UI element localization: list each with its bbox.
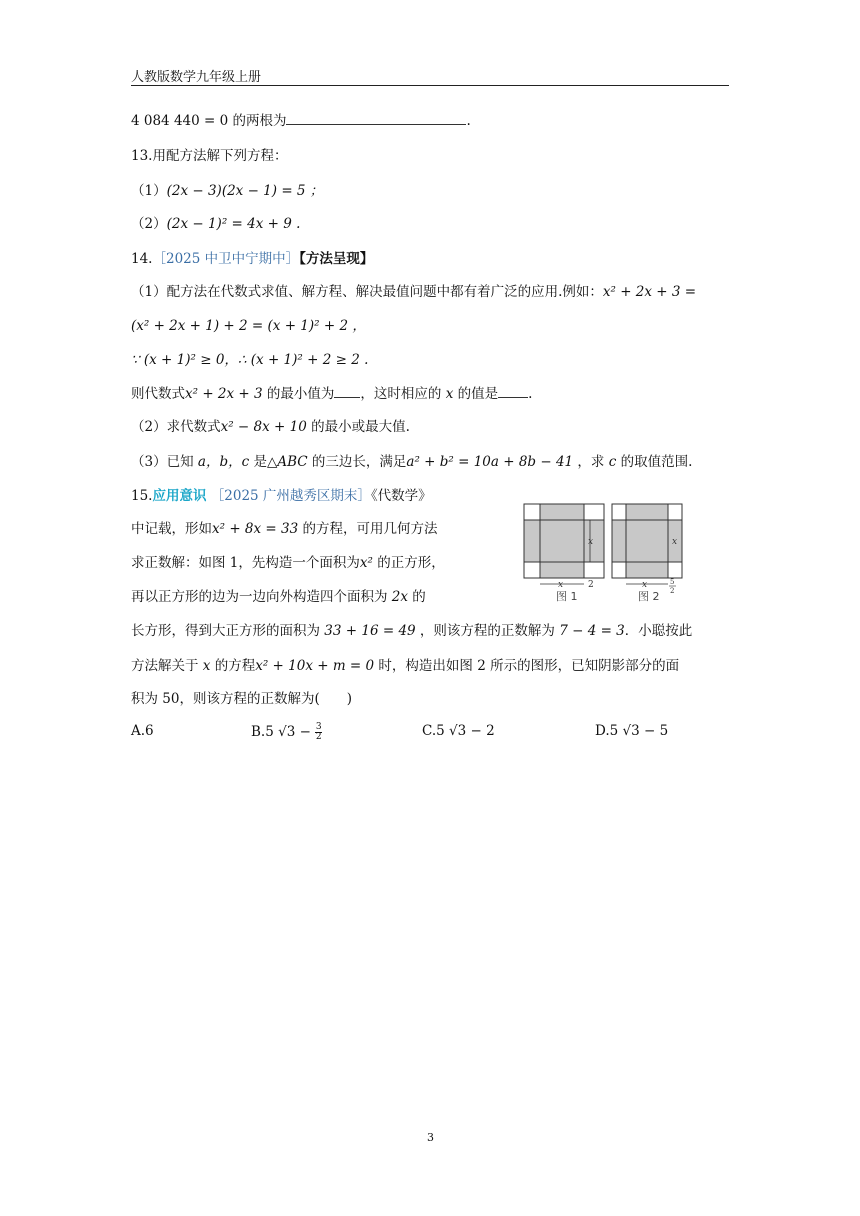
q14-number: 14. bbox=[131, 251, 153, 267]
q14-p4-d: 的值是 bbox=[453, 386, 499, 402]
fig1-rect-top bbox=[540, 504, 584, 520]
fig1-x-label: x bbox=[558, 580, 564, 590]
q12-suffix: . bbox=[466, 113, 471, 129]
q12-prefix: 4 084 440 = 0 bbox=[131, 113, 233, 129]
fig2-center-square bbox=[626, 520, 668, 562]
q14-p4-var: x bbox=[445, 386, 454, 402]
q14-p4-c: ，这时相应的 bbox=[360, 386, 446, 402]
q14-p5-a: （2）求代数式 bbox=[131, 419, 221, 435]
q15-l5-a: 长方形，得到大正方形的面积为 bbox=[131, 623, 325, 639]
q14-p6 bbox=[131, 452, 692, 472]
q14-p4-b: 的最小值为 bbox=[262, 386, 335, 402]
q12-tail bbox=[131, 111, 471, 131]
q14-p5 bbox=[131, 417, 410, 437]
q14-p6-e: 的取值范围. bbox=[616, 454, 693, 470]
q15-line3 bbox=[131, 553, 445, 573]
answer-blank-x bbox=[498, 384, 528, 398]
q15-l6-var: x bbox=[202, 658, 211, 674]
q14-p5-b: 的最小或最大值. bbox=[306, 419, 410, 435]
fig1-rect-bottom bbox=[540, 562, 584, 578]
fig2-frac-num: 5 bbox=[670, 578, 675, 586]
q14-p2-expr: (x² + 2x + 1) + 2 = (x + 1)² + 2 ， bbox=[131, 318, 366, 334]
page-number: 3 bbox=[427, 1131, 434, 1144]
page-header-title: 人教版数学九年级上册 bbox=[131, 70, 262, 85]
q14-p6-abc: ABC bbox=[277, 454, 308, 470]
q15-line6 bbox=[131, 656, 679, 676]
q15-heading bbox=[131, 486, 432, 506]
q14-p1-text: （1）配方法在代数式求值、解方程、解决最值问题中都有着广泛的应用.例如： bbox=[131, 284, 603, 300]
option-b-label: B. bbox=[251, 724, 266, 740]
q14-p6-expr: a² + b² = 10a + 8b − 41 bbox=[406, 454, 574, 470]
fig1-rect-right bbox=[584, 520, 604, 562]
figures bbox=[520, 500, 720, 604]
fig1-caption: 图 1 bbox=[556, 590, 578, 603]
q15-number: 15. bbox=[131, 488, 153, 504]
fig2-x-label-vertical: x bbox=[672, 537, 678, 547]
option-b-fraction bbox=[315, 723, 322, 742]
fig2-x-label: x bbox=[642, 580, 648, 590]
q14-p1-expr: x² + 2x + 3 = bbox=[602, 284, 697, 300]
q15-line7: 积为 50，则该方程的正数解为( ) bbox=[131, 691, 353, 707]
option-b-expr: 5 √3 − bbox=[265, 724, 316, 740]
q14-source: ［2025 中卫中宁期中］ bbox=[152, 251, 300, 267]
q15-l4-b: 的 bbox=[408, 589, 426, 605]
fig2-rect-bottom bbox=[626, 562, 668, 578]
q15-line5 bbox=[131, 621, 692, 641]
q15-l4-a: 再以正方形的边为一边向外构造四个面积为 bbox=[131, 589, 392, 605]
q14-p6-a: （3）已知 bbox=[131, 454, 198, 470]
option-b-frac-num: 3 bbox=[315, 722, 322, 732]
q14-p6-var: c bbox=[608, 454, 617, 470]
q13-item1-label: （1） bbox=[131, 183, 167, 199]
option-b bbox=[251, 723, 322, 742]
q15-source: ［2025 广州越秀区期末］ bbox=[210, 488, 371, 504]
q15-tag: 应用意识 bbox=[152, 488, 207, 504]
q12-text: 的两根为 bbox=[232, 113, 287, 129]
q15-l2-expr: x² + 8x = 33 bbox=[212, 521, 299, 537]
q13-item-2 bbox=[131, 214, 300, 234]
q14-p4 bbox=[131, 384, 532, 404]
q15-l3-a: 求正数解：如图 1，先构造一个面积为 bbox=[131, 555, 360, 571]
q14-tag: 【方法呈现】 bbox=[299, 251, 374, 267]
fig2-rect-top bbox=[626, 504, 668, 520]
q15-l6-b: 的方程 bbox=[210, 658, 256, 674]
option-c: C.5 √3 − 2 bbox=[422, 723, 495, 739]
figure-2 bbox=[612, 504, 682, 603]
q15-l6-c: 时，构造出如图 2 所示的图形，已知阴影部分的面 bbox=[374, 658, 680, 674]
q14-p5-expr: x² − 8x + 10 bbox=[220, 419, 307, 435]
fig1-center-square bbox=[540, 520, 584, 562]
q15-l6-expr: x² + 10x + m = 0 bbox=[255, 658, 375, 674]
fig2-frac-den: 2 bbox=[670, 587, 675, 595]
option-b-frac-den: 2 bbox=[315, 732, 322, 742]
answer-blank-min bbox=[334, 384, 360, 398]
q14-p6-c: 的三边长，满足 bbox=[307, 454, 407, 470]
q14-heading bbox=[131, 249, 373, 269]
option-d: D.5 √3 − 5 bbox=[595, 723, 669, 739]
option-a: A.6 bbox=[131, 723, 154, 739]
q15-l6-a: 方法解关于 bbox=[131, 658, 203, 674]
q14-p1 bbox=[131, 282, 696, 302]
q15-l2-a: 中记载，形如 bbox=[131, 521, 212, 537]
fig1-side-label: 2 bbox=[588, 580, 594, 590]
q15-l3-expr: x² bbox=[359, 555, 373, 571]
fig1-x-label-vertical: x bbox=[588, 537, 594, 547]
q15-l2-b: 的方程，可用几何方法 bbox=[298, 521, 438, 537]
header-rule bbox=[131, 85, 729, 86]
q15-l4-expr: 2x bbox=[391, 589, 408, 605]
fig2-rect-left bbox=[612, 520, 626, 562]
q14-p4-a: 则代数式 bbox=[131, 386, 185, 402]
q15-l5-b: ，则该方程的正数解为 bbox=[415, 623, 560, 639]
q14-p6-d: ，求 bbox=[573, 454, 609, 470]
q13-item2-label: （2） bbox=[131, 216, 167, 232]
q15-l5-expr1: 33 + 16 = 49 bbox=[324, 623, 416, 639]
q13-item1-expr: (2x − 3)(2x − 1) = 5 ； bbox=[166, 183, 324, 199]
q13-item2-expr: (2x − 1)² = 4x + 9 . bbox=[166, 216, 301, 232]
figure-1 bbox=[524, 504, 604, 603]
q15-line4 bbox=[131, 587, 426, 607]
q14-p3-expr: ∵ (x + 1)² ≥ 0，∴ (x + 1)² + 2 ≥ 2 . bbox=[131, 352, 369, 368]
q15-l3-b: 的正方形， bbox=[372, 555, 445, 571]
q13-item-1 bbox=[131, 181, 323, 201]
q15-l5-c: ．小聪按此 bbox=[624, 623, 693, 639]
q13-title: 13.用配方法解下列方程： bbox=[131, 148, 288, 164]
fig2-caption: 图 2 bbox=[638, 590, 660, 603]
q15-book: 《代数学》 bbox=[370, 488, 432, 504]
fig1-rect-left bbox=[524, 520, 540, 562]
q14-p4-expr: x² + 2x + 3 bbox=[185, 386, 263, 402]
q14-p4-e: . bbox=[528, 386, 533, 402]
answer-blank bbox=[286, 111, 466, 125]
q14-p6-b: 是△ bbox=[249, 454, 278, 470]
q15-l5-expr2: 7 − 4 = 3 bbox=[559, 623, 625, 639]
q14-p6-vars: a，b，c bbox=[197, 454, 250, 470]
q15-line2 bbox=[131, 519, 438, 539]
